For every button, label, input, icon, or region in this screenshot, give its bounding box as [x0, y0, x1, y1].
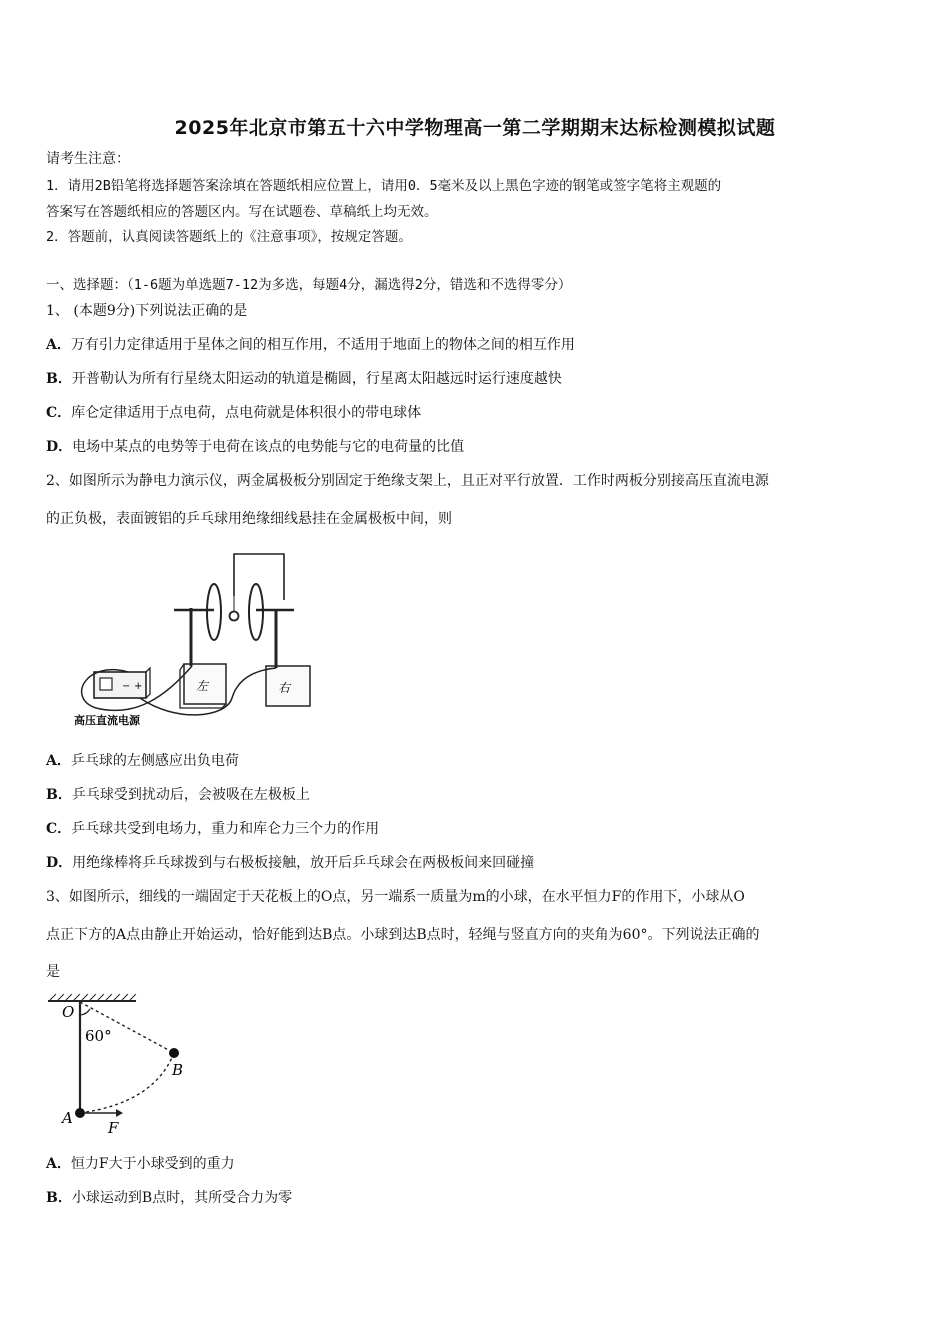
- option-text: 库仑定律适用于点电荷，点电荷就是体积很小的带电球体: [71, 405, 422, 421]
- option-text: 小球运动到B点时，其所受合力为零: [71, 1190, 293, 1206]
- q2-stem-line-2: 的正负极，表面镀铝的乒乓球用绝缘细线悬挂在金属极板中间，则: [46, 511, 452, 527]
- plus-sign: +: [134, 681, 143, 692]
- q1-option-d: [46, 438, 908, 456]
- q1-option-a: [46, 336, 908, 354]
- ping-pong-ball: [230, 612, 239, 621]
- option-label: B．: [46, 1190, 72, 1206]
- ball-b: [169, 1048, 179, 1058]
- option-label: B．: [46, 371, 72, 387]
- q1-option-b: [46, 370, 908, 388]
- q2-option-a: [46, 752, 908, 770]
- angle-label: 60°: [85, 1027, 112, 1045]
- notice-line-1: 1．请用2B铅笔将选择题答案涂填在答题纸相应位置上，请用0．5毫米及以上黑色字迹的钢笔或签字笔将主观题的: [46, 178, 722, 194]
- option-text: 乒乓球共受到电场力，重力和库仑力三个力的作用: [71, 821, 380, 837]
- q2-option-d: [46, 854, 908, 872]
- option-label: B．: [46, 787, 72, 803]
- option-text: 电场中某点的电势等于电荷在该点的电势能与它的电荷量的比值: [72, 439, 465, 455]
- option-text: 用绝缘棒将乒乓球拨到与右极板接触，放开后乒乓球会在两极板间来回碰撞: [72, 855, 535, 871]
- option-label: A．: [46, 337, 71, 353]
- q3-option-a: [46, 1155, 908, 1173]
- q2-option-c: [46, 820, 908, 838]
- notice-heading: 请考生注意：: [46, 151, 130, 167]
- option-label: A．: [46, 753, 71, 769]
- right-plate-label: 右: [278, 681, 291, 695]
- notice-line-2: 2．答题前，认真阅读答题纸上的《注意事项》，按规定答题。: [46, 229, 412, 245]
- option-text: 恒力F大于小球受到的重力: [70, 1156, 235, 1172]
- section-heading: 一、选择题：（1-6题为单选题7-12为多选，每题4分，漏选得2分，错选和不选得零分）: [46, 277, 572, 293]
- option-text: 开普勒认为所有行星绕太阳运动的轨道是椭圆，行星离太阳越远时运行速度越快: [71, 371, 562, 387]
- point-a-label: A: [62, 1109, 73, 1127]
- force-f-label: F: [108, 1119, 119, 1137]
- option-text: 乒乓球受到扰动后，会被吸在左极板上: [71, 787, 310, 803]
- ball-a: [75, 1108, 85, 1118]
- q3-option-b: [46, 1189, 908, 1207]
- q2-stem-line-1: 2、如图所示为静电力演示仪，两金属极板分别固定于绝缘支架上，且正对平行放置．工作时两板分别接高压直流电源: [46, 473, 769, 489]
- option-label: C．: [46, 821, 72, 837]
- page-title: 2025年北京市第五十六中学物理高一第二学期期末达标检测模拟试题: [174, 117, 776, 139]
- option-text: 万有引力定律适用于星体之间的相互作用，不适用于地面上的物体之间的相互作用: [70, 337, 575, 353]
- pendulum-figure: [44, 993, 214, 1138]
- q1-option-c: [46, 404, 908, 422]
- option-label: A．: [46, 1156, 71, 1172]
- notice-line-1b: 答案写在答题纸相应的答题区内。写在试题卷、草稿纸上均无效。: [46, 204, 438, 220]
- electrostatic-demo-figure: [66, 548, 336, 730]
- power-supply-caption: 高压直流电源: [74, 714, 140, 727]
- point-b-label: B: [172, 1061, 184, 1079]
- q3-stem-line-2: 点正下方的A点由静止开始运动，恰好能到达B点。小球到达B点时，轻绳与竖直方向的夹角为60°。下列说法正确的: [46, 927, 760, 943]
- q2-option-b: [46, 786, 908, 804]
- option-label: D．: [46, 439, 73, 455]
- q3-stem-line-1: 3、如图所示，细线的一端固定于天花板上的O点，另一端系一质量为m的小球，在水平恒力F的作用下，小球从O: [46, 889, 745, 905]
- option-text: 乒乓球的左侧感应出负电荷: [70, 753, 239, 769]
- q1-stem: 1、 (本题9分)下列说法正确的是: [46, 303, 248, 319]
- option-label: C．: [46, 405, 72, 421]
- left-plate-label: 左: [196, 679, 209, 693]
- minus-sign: −: [122, 681, 131, 692]
- q3-stem-line-3: 是: [46, 964, 60, 980]
- option-label: D．: [46, 855, 73, 871]
- point-o-label: O: [62, 1003, 75, 1021]
